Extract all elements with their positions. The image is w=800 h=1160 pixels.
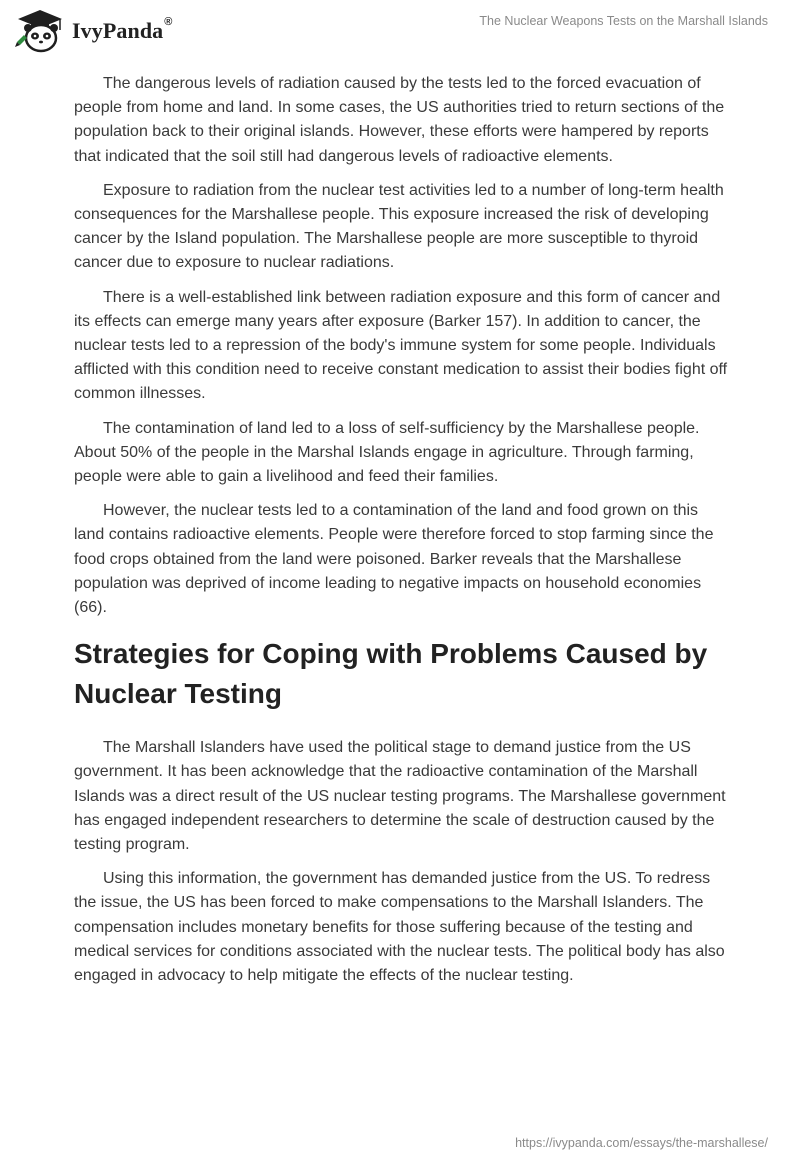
logo-wordmark (72, 18, 173, 44)
section-heading: Strategies for Coping with Problems Caused by Nuclear Testing (74, 638, 708, 710)
source-url[interactable]: https://ivypanda.com/essays/the-marshallese/ (515, 1136, 768, 1150)
paragraph: There is a well-established link between radiation exposure and this form of cancer and its effects can emerge many years after exposure (Barker 157). In addition to cancer, the nuclear tests led to a repression of the body's immune system for some people. Individuals afflicted with this condition need to receive constant medication to assist their bodies fight off common illnesses. (74, 288, 728, 403)
document-title: The Nuclear Weapons Tests on the Marshall Islands (479, 14, 768, 28)
paragraph: The dangerous levels of radiation caused by the tests led to the forced evacuation of people from home and land. In some cases, the US authorities tried to return sections of the population back to their original islands. However, these efforts were hampered by reports that indicated that the soil still had dangerous levels of radioactive elements. (74, 75, 725, 165)
panda-logo-icon (14, 8, 66, 54)
registered-mark: ® (164, 16, 173, 28)
paragraph: Exposure to radiation from the nuclear test activities led to a number of long-term health consequences for the Marshallese people. This exposure increased the risk of developing cancer by the Island population. The Marshallese people are more susceptible to thyroid cancer due to exposure to nuclear radiations. (74, 181, 724, 272)
paragraph: Using this information, the government has demanded justice from the US. To redress the issue, the US has been forced to make compensations to the Marshall Islanders. The compensation includes monetary benefits for those suffering because of the testing and medical services for conditions associated with the nuclear tests. The political body has also engaged in advocacy to help mitigate the effects of the nuclear testing. (74, 870, 725, 985)
site-logo[interactable] (14, 8, 173, 54)
paragraph: However, the nuclear tests led to a contamination of the land and food grown on this land contains radioactive elements. People were therefore forced to stop farming since the food crops obtained from the land were poisoned. Barker reveals that the Marshallese population was deprived of income leading to negative impacts on household economies (66). (74, 502, 714, 617)
paragraph: The Marshall Islanders have used the political stage to demand justice from the US government. It has been acknowledge that the radioactive contamination of the Marshall Islands was a direct result of the US nuclear testing programs. The Marshallese government has engaged independent researchers to determine the scale of destruction caused by the testing program. (74, 739, 726, 854)
page-header (0, 0, 800, 62)
paragraph: The contamination of land led to a loss of self-sufficiency by the Marshallese people. About 50% of the people in the Marshal Islands engage in agriculture. Through farming, people were able to gain a livelihood and feed their families. (74, 419, 700, 486)
essay-content (74, 72, 730, 998)
logo-name: IvyPanda (72, 18, 164, 43)
